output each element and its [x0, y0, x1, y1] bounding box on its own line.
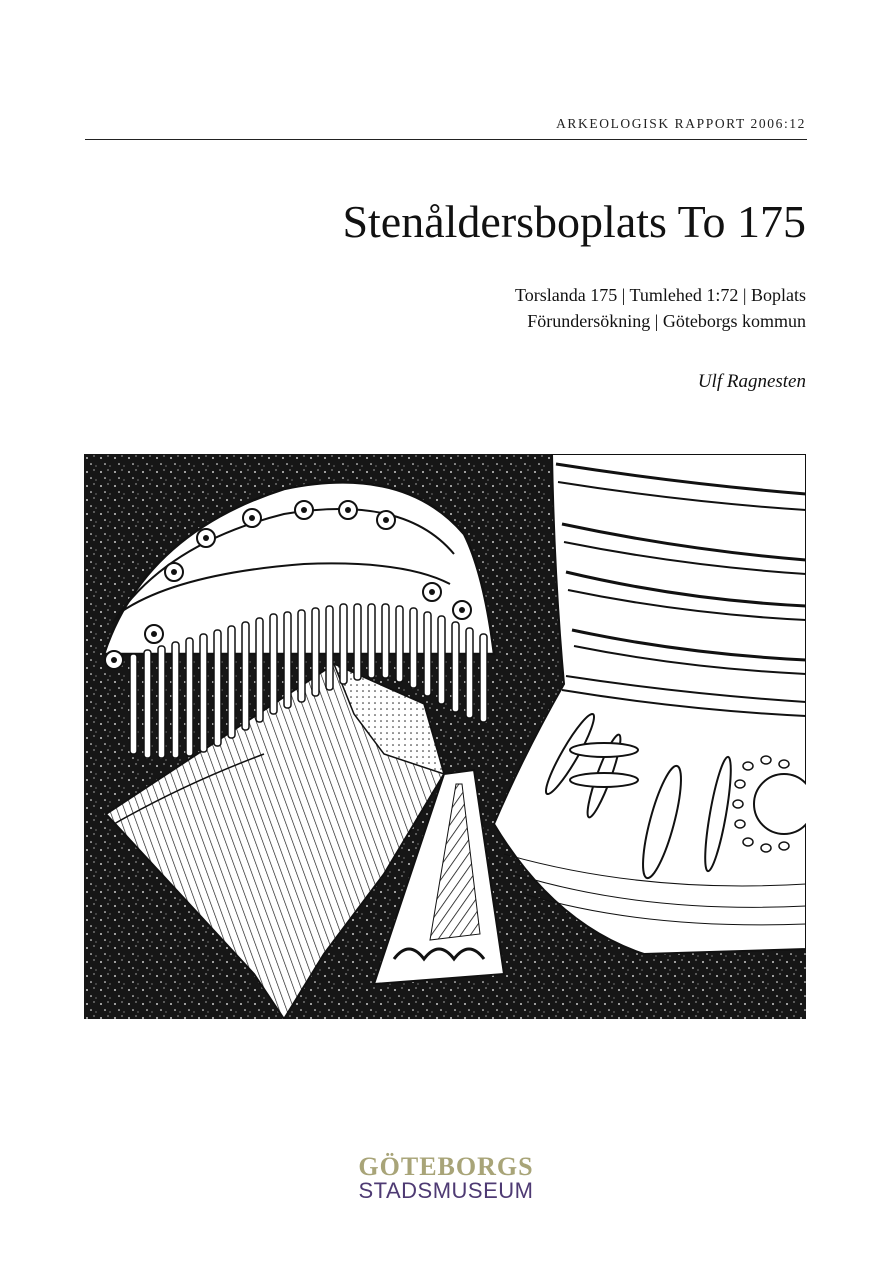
cover-illustration: [84, 454, 806, 1019]
museum-logo-line-1: GÖTEBORGS: [358, 1152, 534, 1181]
report-series-label: ARKEOLOGISK RAPPORT 2006:12: [556, 116, 806, 131]
report-title: Stenåldersboplats To 175: [342, 196, 806, 247]
header-divider: [85, 139, 807, 140]
subtitle-line-1: Torslanda 175 | Tumlehed 1:72 | Boplats: [515, 285, 806, 305]
author-name: Ulf Ragnesten: [697, 371, 806, 392]
subtitle-line-2: Förundersökning | Göteborgs kommun: [527, 311, 806, 331]
museum-logo-line-2: STADSMUSEUM: [358, 1178, 534, 1203]
